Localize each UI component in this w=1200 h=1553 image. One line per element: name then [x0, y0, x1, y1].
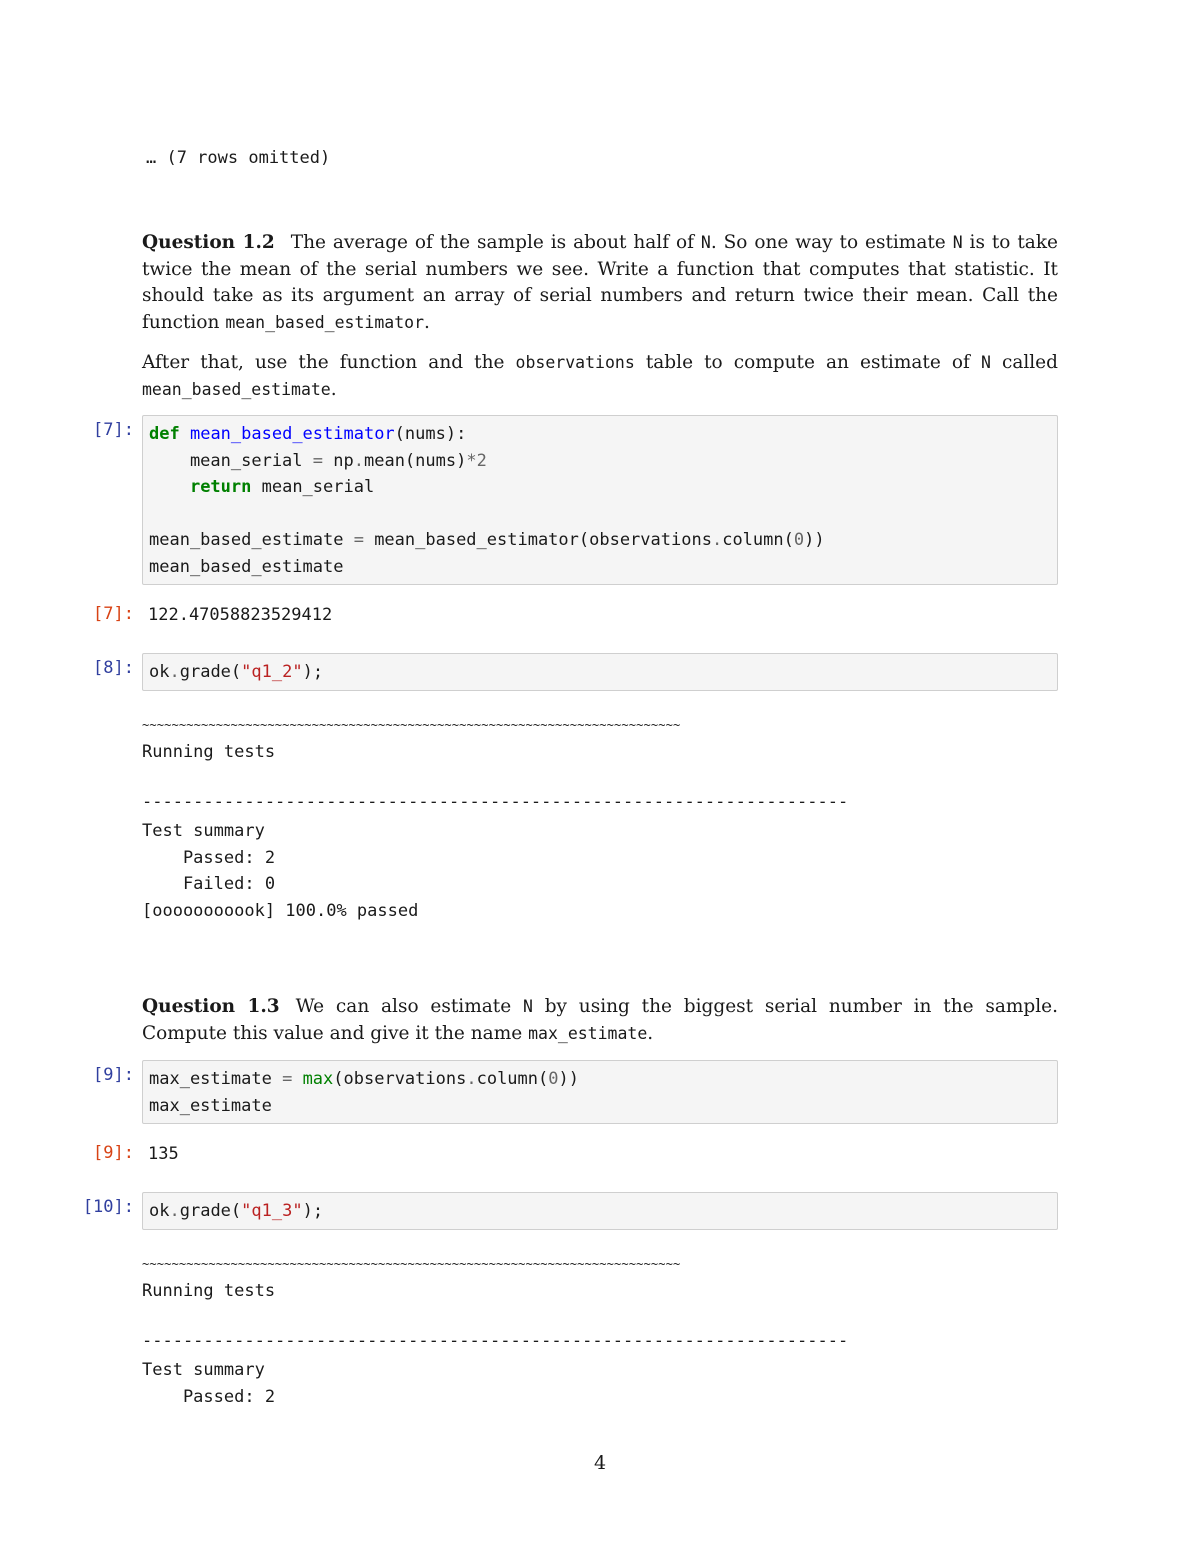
- code-indent: [149, 477, 190, 497]
- code-text: );: [302, 1201, 324, 1221]
- code-operator: .: [466, 1069, 477, 1089]
- q13-code: max_estimate: [528, 1023, 648, 1043]
- code-operator: .: [353, 450, 364, 471]
- cell-9-output: 135: [148, 1144, 179, 1164]
- test-result-line: [ooooooooook] 100.0% passed: [142, 901, 419, 921]
- rows-omitted-note: … (7 rows omitted): [146, 148, 331, 168]
- q12-code: mean_based_estimator: [225, 312, 425, 332]
- code-text: mean_serial: [149, 450, 313, 471]
- q13-text: by using the biggest serial number in the sample. Compute this value and give it the name: [142, 996, 1059, 1044]
- passed-count: Passed: 2: [142, 1387, 276, 1407]
- code-string: "q1_3": [241, 1201, 303, 1221]
- q12-text: . So one way to estimate: [710, 232, 953, 253]
- question-1-2-paragraph: [142, 230, 1058, 336]
- code-operator: .: [169, 1201, 180, 1221]
- code-text: mean(nums): [363, 450, 467, 471]
- q12-text: .: [424, 311, 430, 333]
- code-text: mean_based_estimate: [149, 556, 344, 577]
- output-prompt: [7]:: [93, 604, 134, 624]
- question-1-3-paragraph: [142, 994, 1058, 1047]
- tilde-separator: ~~~~~~~~~~~~~~~~~~~~~~~~~~~~~~~~~~~~~~~~~~~~~~~~~~~~~~~~~~~~~~~~~~~~~~~~~: [142, 718, 681, 732]
- code-text: grade(: [179, 1201, 242, 1221]
- code-number: 0: [793, 530, 805, 551]
- code-text: column(: [722, 530, 794, 551]
- code-cell-10[interactable]: [142, 1192, 1058, 1230]
- input-prompt: [10]:: [82, 1197, 134, 1217]
- code-text: ok: [149, 662, 170, 682]
- test-summary-label: Test summary: [142, 1360, 265, 1380]
- code-text: max_estimate: [149, 1069, 283, 1089]
- q12-code: N: [952, 233, 963, 252]
- running-tests-text: Running tests: [142, 1281, 276, 1301]
- code-cell-8[interactable]: [142, 653, 1058, 691]
- code-text: max_estimate: [149, 1095, 272, 1116]
- code-text: mean_serial: [251, 477, 375, 498]
- input-prompt: [8]:: [93, 658, 134, 678]
- q12-text: called: [990, 352, 1058, 373]
- test-summary-label: Test summary: [142, 821, 265, 841]
- code-operator: =: [312, 450, 324, 471]
- q12-text: .: [330, 378, 337, 400]
- code-text: )): [558, 1069, 579, 1089]
- q12-code: N: [980, 353, 991, 372]
- code-text: mean_based_estimator(observations: [363, 530, 712, 551]
- code-operator: =: [282, 1069, 293, 1089]
- question-1-3-heading: Question 1.3: [142, 996, 280, 1017]
- code-text: mean_based_estimate: [149, 530, 354, 551]
- code-keyword: def: [149, 424, 180, 444]
- question-1-2-paragraph-2: [142, 350, 1058, 403]
- code-text: column(: [476, 1069, 549, 1089]
- page-number: 4: [593, 1452, 607, 1474]
- cell-7-output: 122.47058823529412: [148, 605, 333, 625]
- q12-code: mean_based_estimate: [142, 379, 331, 399]
- running-tests-text: Running tests: [142, 742, 276, 762]
- q13-text: We can also estimate: [295, 996, 523, 1017]
- input-prompt: [9]:: [93, 1065, 134, 1085]
- question-1-2-heading: Question 1.2: [142, 232, 275, 253]
- code-text: np: [323, 450, 354, 471]
- q12-text: After that, use the function and the: [142, 352, 516, 373]
- code-text: grade(: [179, 662, 242, 682]
- q13-code: N: [522, 997, 533, 1016]
- q12-text: is to take twice the mean of the serial numbers we see. Write a function that computes that statistic. It should take as its argument an array of serial numbers and return twice their mean. Call the function: [142, 232, 1058, 333]
- code-text: ok: [149, 1201, 170, 1221]
- code-text: (observations: [333, 1069, 467, 1089]
- q12-text: The average of the sample is about half of: [290, 232, 701, 253]
- failed-count: Failed: 0: [142, 874, 276, 894]
- code-text: )): [804, 530, 825, 551]
- code-string: "q1_2": [241, 662, 303, 682]
- code-function-name: mean_based_estimator: [189, 424, 395, 444]
- code-builtin: max: [302, 1069, 334, 1089]
- code-operator: .: [169, 662, 180, 682]
- output-prompt: [9]:: [93, 1143, 134, 1163]
- input-prompt: [7]:: [93, 420, 134, 440]
- code-operator: .: [711, 530, 723, 551]
- code-operator: *: [466, 450, 477, 471]
- code-number: 0: [548, 1069, 559, 1089]
- code-keyword: return: [189, 477, 252, 498]
- q12-text: table to compute an estimate of: [634, 352, 981, 373]
- passed-count: Passed: 2: [142, 848, 276, 868]
- dash-separator: ---------------------------------------------------------------------: [142, 792, 849, 812]
- q12-code: observations: [515, 353, 635, 372]
- tilde-separator: ~~~~~~~~~~~~~~~~~~~~~~~~~~~~~~~~~~~~~~~~~~~~~~~~~~~~~~~~~~~~~~~~~~~~~~~~~: [142, 1257, 681, 1271]
- code-text: [292, 1069, 302, 1089]
- code-cell-7[interactable]: [142, 415, 1058, 585]
- q13-text: .: [647, 1022, 654, 1044]
- code-operator: =: [353, 530, 364, 551]
- code-cell-9[interactable]: [142, 1060, 1058, 1124]
- code-number: 2: [476, 450, 487, 471]
- code-text: );: [302, 662, 324, 682]
- q12-code: N: [700, 233, 711, 252]
- code-text: (nums):: [394, 424, 467, 444]
- dash-separator: ---------------------------------------------------------------------: [142, 1331, 849, 1351]
